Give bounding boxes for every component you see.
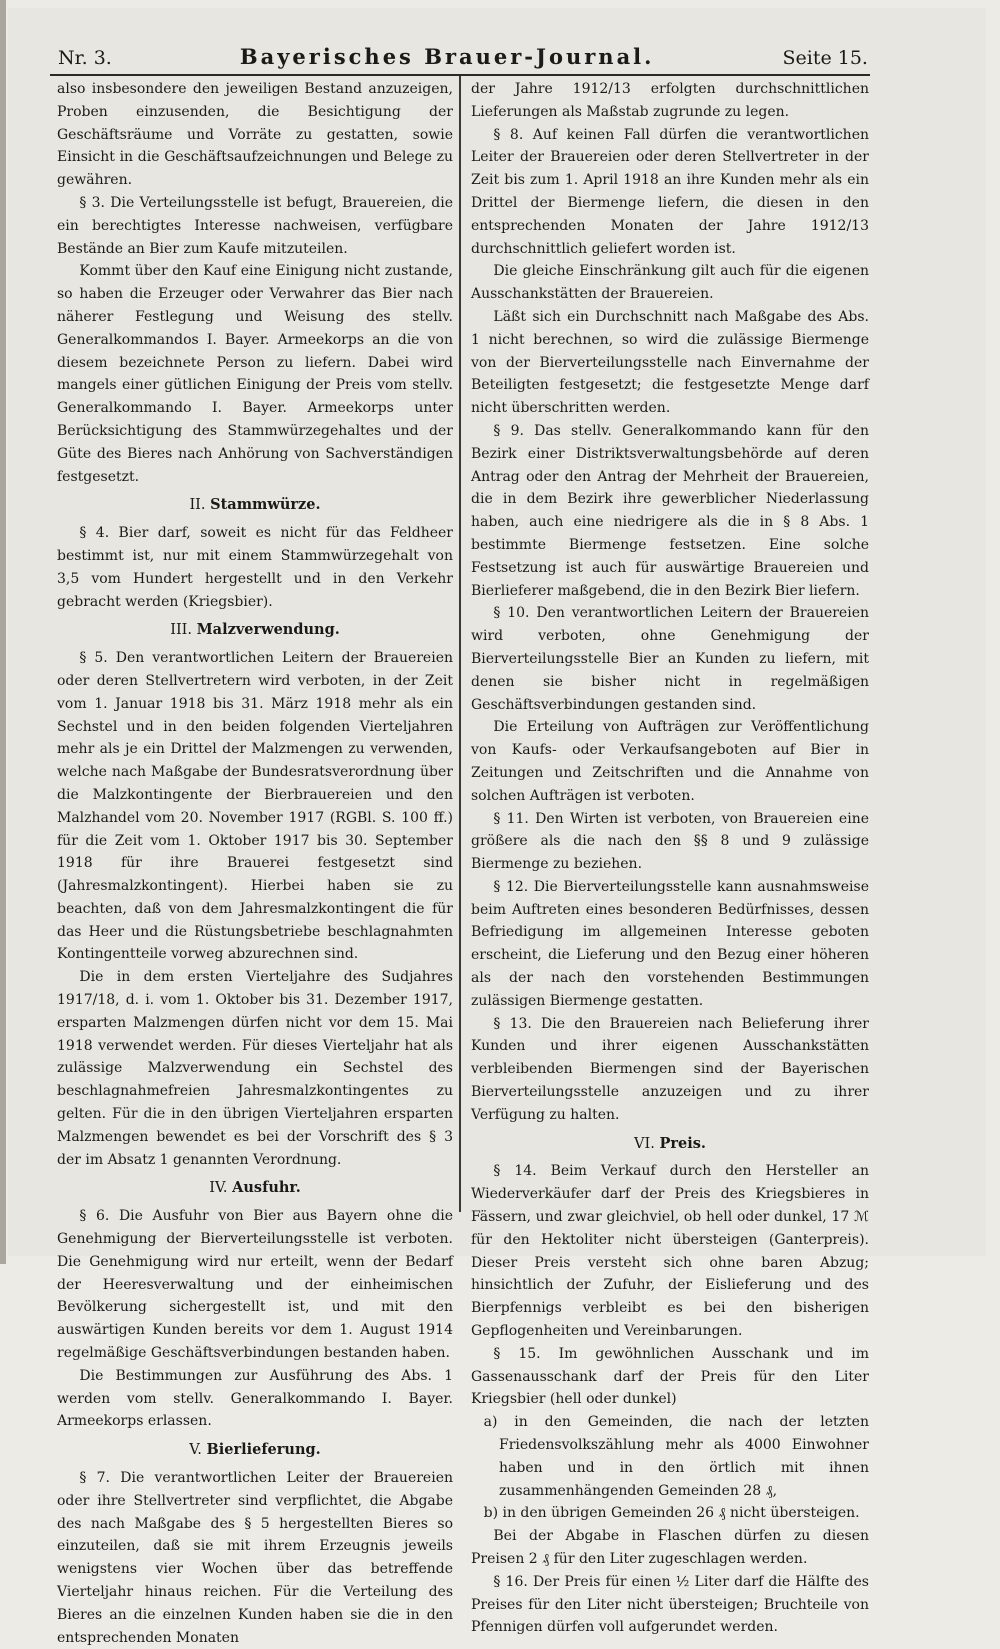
paragraph: § 13. Die den Brauereien nach Belieferung ihrer Kunden und ihrer eigenen Ausschankstätten verbleibenden Biermengen sind der Bayerischen Bierverteilungsstelle anzuzeigen und zu ihrer Verfügung zu halten. bbox=[471, 1015, 869, 1123]
paragraph: Die gleiche Einschränkung gilt auch für die eigenen Ausschankstätten der Brauereien. bbox=[471, 263, 869, 303]
list-item-a: a) in den Gemeinden, die nach der letzten Friedensvolkszählung mehr als 4000 Einwohner haben und in den örtlich mit ihnen zusammenhängenden Gemeinden 28 ₰, bbox=[483, 1414, 869, 1499]
paragraph: § 7. Die verantwortlichen Leiter der Brauereien oder ihre Stellvertreter sind verpflichtet, die Abgabe des nach Maßgabe des § 5 hergestellten Bieres so einzuteilen, daß sie mit ihrem Erzeugnis jeweils wenigstens vier Wochen über das betreffende Vierteljahr hinaus reichen. Für die Verteilung des Bieres an die einzelnen Kunden haben sie die in den entsprechenden Monaten bbox=[57, 1470, 453, 1646]
paragraph: § 9. Das stellv. Generalkommando kann für den Bezirk einer Distriktsverwaltungsbehörde auf deren Antrag oder den Antrag der Mehrheit der Brauereien, die in dem Bezirk ihre gewerblicher Niederlassung haben, auch eine niedrigere als die in § 8 Abs. 1 bestimmte Biermenge festsetzen. Eine solche Festsetzung ist auch für auswärtige Brauereien und Bierlieferer maßgebend, die in den Bezirk Bier liefern. bbox=[471, 422, 869, 599]
page-header bbox=[58, 44, 868, 72]
paragraph: § 6. Die Ausfuhr von Bier aus Bayern ohne die Genehmigung der Bierverteilungsstelle ist verboten. Die Genehmigung wird nur erteilt, wenn der Bedarf der Heeresverwaltung und der einheimischen Bevölkerung sichergestellt ist, und mit den auswärtigen Kunden bereits vor dem 1. August 1914 regelmäßige Geschäftsverbindungen bestanden haben. bbox=[57, 1208, 453, 1362]
paragraph: § 11. Den Wirten ist verboten, von Brauereien eine größere als die nach den §§ 8 und 9 zulässige Biermenge zu beziehen. bbox=[471, 810, 869, 873]
section-number: VI. bbox=[634, 1135, 655, 1152]
paragraph: Bei der Abgabe in Flaschen dürfen zu diesen Preisen 2 ₰ für den Liter zugeschlagen werden. bbox=[471, 1528, 869, 1567]
section-heading-3 bbox=[57, 619, 453, 642]
paragraph: Kommt über den Kauf eine Einigung nicht zustande, so haben die Erzeuger oder Verwahrer das Bier nach näherer Festlegung und Weisung des stellv. Generalkommandos I. Bayer. Armeekorps an die von diesem bezeichnete Person zu liefern. Dabei wird mangels einer gütlichen Einigung der Preis vom stellv. Generalkommando I. Bayer. Armeekorps unter Berücksichtigung des Stammwürzegehaltes und der Güte des Bieres nach Anhörung von Sachverständigen festgesetzt. bbox=[57, 263, 453, 485]
paragraph: Die Bestimmungen zur Ausführung des Abs. 1 werden vom stellv. Generalkommando I. Bayer. Armeekorps erlassen. bbox=[57, 1367, 453, 1430]
paragraph: § 8. Auf keinen Fall dürfen die verantwortlichen Leiter der Brauereien oder deren Stellvertreter in der Zeit bis zum 1. April 1918 an ihre Kunden mehr als ein Drittel der Biermenge liefern, die diesen in den entsprechenden Monaten der Jahre 1912/13 durchschnittlich geliefert worden ist. bbox=[471, 126, 869, 257]
section-title: Malzverwendung. bbox=[196, 621, 340, 639]
paragraph: also insbesondere den jeweiligen Bestand anzuzeigen, Proben einzusenden, die Besichtigung der Geschäftsräume und Vorräte zu gestatten, sowie Einsicht in die Geschäftsaufzeichnungen und Belege zu gewähren. bbox=[57, 81, 453, 189]
paragraph: der Jahre 1912/13 erfolgten durchschnittlichen Lieferungen als Maßstab zugrunde zu legen. bbox=[471, 81, 869, 120]
section-number: IV. bbox=[209, 1180, 228, 1197]
section-number: III. bbox=[170, 622, 193, 639]
paragraph: § 4. Bier darf, soweit es nicht für das Feldheer bestimmt ist, nur mit einem Stammwürzegehalt von 3,5 vom Hundert hergestellt und in den Verkehr gebracht werden (Kriegsbier). bbox=[57, 525, 453, 610]
section-title: Stammwürze. bbox=[210, 496, 321, 514]
section-heading-4 bbox=[57, 1177, 453, 1200]
journal-title: Bayerisches Brauer-Journal. bbox=[239, 44, 655, 69]
right-column bbox=[471, 78, 869, 1639]
section-title: Preis. bbox=[659, 1134, 706, 1152]
section-number: V. bbox=[189, 1442, 202, 1459]
section-number: II. bbox=[189, 497, 206, 514]
paragraph: § 14. Beim Verkauf durch den Hersteller an Wiederverkäufer darf der Preis des Kriegsbieres in Fässern, und zwar gleichviel, ob hell oder dunkel, 17 ℳ für den Hektoliter nicht übersteigen (Ganterpreis). Dieser Preis versteht sich ohne baren Abzug; hinsichtlich der Zufuhr, der Eislieferung und des Bierpfennigs verbleibt es bei den bisherigen Gepflogenheiten und Vereinbarungen. bbox=[471, 1163, 869, 1340]
paragraph: § 16. Der Preis für einen ½ Liter darf die Hälfte des Preises für den Liter nicht übersteigen; Bruchteile von Pfennigen dürfen voll aufgerundet werden. bbox=[471, 1573, 869, 1636]
section-title: Bierlieferung. bbox=[206, 1441, 321, 1459]
paragraph: § 5. Den verantwortlichen Leitern der Brauereien oder deren Stellvertretern wird verboten, in der Zeit vom 1. Januar 1918 bis 31. März 1918 mehr als ein Sechstel und in den beiden folgenden Vierteljahren mehr als je ein Drittel der Malzmengen zu verwenden, welche nach Maßgabe der Bundesratsverordnung über die Malzkontingente der Bierbrauereien und den Malzhandel vom 20. November 1917 (RGBl. S. 100 ff.) für die Zeit vom 1. Oktober 1917 bis 30. September 1918 für ihre Brauerei festgesetzt sind (Jahresmalzkontingent). Hierbei haben sie zu beachten, daß von dem Jahresmalzkontingent die für das Heer und die Rüstungsbetriebe beschlagnahmten Kontingentteile vorweg abzurechnen sind. bbox=[57, 650, 453, 963]
section-title: Ausfuhr. bbox=[232, 1179, 301, 1197]
list-item-b: b) in den übrigen Gemeinden 26 ₰ nicht übersteigen. bbox=[483, 1505, 860, 1522]
paragraph: Die in dem ersten Vierteljahre des Sudjahres 1917/18, d. i. vom 1. Oktober bis 31. Dezember 1917, ersparten Malzmengen dürfen nicht vor dem 15. Mai 1918 verwendet werden. Für dieses Vierteljahr hat als zulässige Malzverwendung ein Sechstel des beschlagnahmefreien Jahresmalzkontingentes zu gelten. Für die in den übrigen Vierteljahren ersparten Malzmengen bewendet es bei der Vorschrift des § 3 der im Absatz 1 genannten Verordnung. bbox=[57, 969, 453, 1168]
paragraph: Die Erteilung von Aufträgen zur Veröffentlichung von Kaufs- oder Verkaufsangeboten auf Bier in Zeitungen und Zeitschriften und die Annahme von solchen Aufträgen ist verboten. bbox=[471, 719, 869, 804]
paragraph: § 15. Im gewöhnlichen Ausschank und im Gassenausschank darf der Preis für den Liter Kriegsbier (hell oder dunkel) bbox=[471, 1345, 869, 1408]
page-number: Seite 15. bbox=[782, 47, 868, 69]
paragraph: § 10. Den verantwortlichen Leitern der Brauereien wird verboten, ohne Genehmigung der Bierverteilungsstelle Bier an Kunden zu liefern, mit denen sie bisher nicht in regelmäßigen Geschäftsverbindungen gestanden sind. bbox=[471, 605, 869, 713]
issue-number: Nr. 3. bbox=[58, 47, 112, 69]
section-heading-6 bbox=[471, 1133, 869, 1156]
left-column bbox=[57, 78, 453, 1649]
page-edge-shadow bbox=[0, 0, 6, 1264]
paragraph: § 12. Die Bierverteilungsstelle kann ausnahmsweise beim Auftreten eines besonderen Bedürfnisses, dessen Befriedigung im allgemeinen Interesse geboten erscheint, die Lieferung und den Bezug einer höheren als der nach den vorstehenden Bestimmungen zulässigen Biermenge gestatten. bbox=[471, 878, 869, 1009]
paragraph: § 3. Die Verteilungsstelle ist befugt, Brauereien, die ein berechtigtes Interesse nachweisen, verfügbare Bestände an Bier zum Kaufe mitzuteilen. bbox=[57, 194, 453, 257]
paragraph: Läßt sich ein Durchschnitt nach Maßgabe des Abs. 1 nicht berechnen, so wird die zulässige Biermenge von der Bierverteilungsstelle nach Einvernahme der Beteiligten festgesetzt; die festgesetzte Menge darf nicht überschritten werden. bbox=[471, 308, 869, 417]
column-divider bbox=[459, 76, 461, 1212]
section-heading-2 bbox=[57, 494, 453, 517]
section-heading-5 bbox=[57, 1439, 453, 1462]
